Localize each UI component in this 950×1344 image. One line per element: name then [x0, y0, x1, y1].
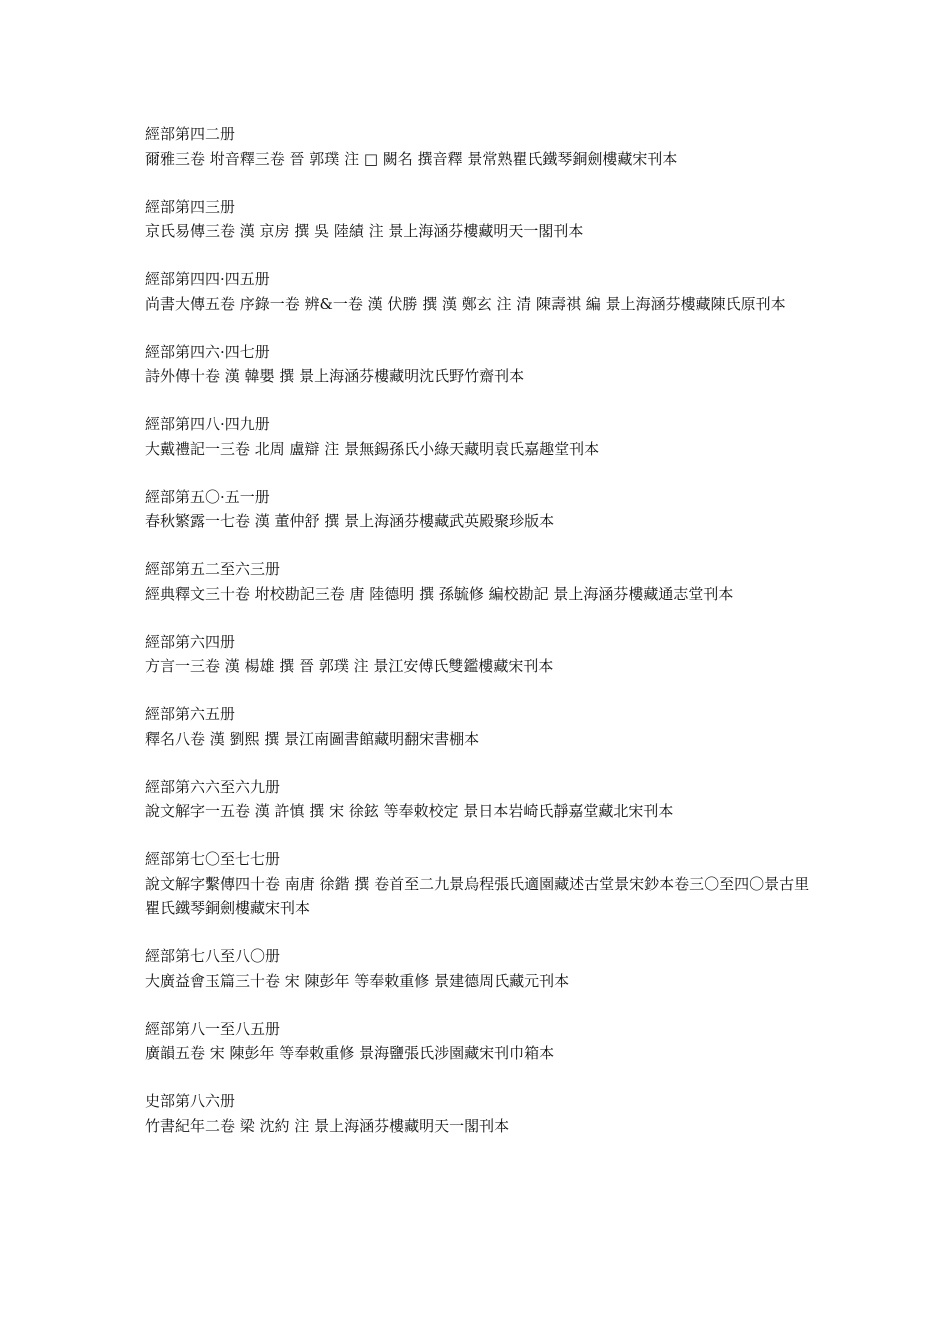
- volume-contents: 說文解字一五卷 漢 許慎 撰 宋 徐鉉 等奉敕校定 景日本岩崎氏靜嘉堂藏北宋刊本: [145, 802, 674, 820]
- volume-contents: 釋名八卷 漢 劉熙 撰 景江南圖書館藏明翻宋書棚本: [145, 729, 480, 748]
- catalog-entry: [145, 412, 815, 461]
- volume-heading: 經部第四六·四七册: [145, 342, 270, 361]
- volume-contents: 大戴禮記一三卷 北周 盧辯 注 景無錫孫氏小綠天藏明袁氏嘉趣堂刊本: [145, 439, 600, 458]
- volume-heading: 經部第六五册: [145, 705, 236, 723]
- volume-heading: 經部第五二至六三册: [145, 560, 281, 578]
- catalog-entry: [145, 1017, 815, 1066]
- volume-heading: 經部第四四·四五册: [145, 270, 270, 288]
- catalog-entry: [145, 702, 815, 751]
- catalog-entry: [145, 122, 815, 171]
- volume-contents: 爾雅三卷 坿音釋三卷 晉 郭璞 注 □ 闕名 撰音釋 景常熟瞿氏鐵琴銅劍樓藏宋刊本: [145, 149, 678, 168]
- catalog-entry: [145, 557, 815, 606]
- volume-heading: 經部第八一至八五册: [145, 1019, 281, 1038]
- volume-contents: 尚書大傳五卷 序錄一卷 辨&一卷 漢 伏勝 撰 漢 鄭玄 注 清 陳壽祺 編 景上海涵芬樓藏陳氏原刊本: [145, 294, 786, 313]
- catalog-entry: [145, 267, 815, 316]
- volume-heading: 經部第六四册: [145, 632, 236, 651]
- catalog-entry: [145, 847, 815, 921]
- volume-contents: 大廣益會玉篇三十卷 宋 陳彭年 等奉敕重修 景建德周氏藏元刊本: [145, 971, 570, 990]
- catalog-entry: [145, 340, 815, 389]
- volume-contents: 竹書紀年二卷 梁 沈約 注 景上海涵芬樓藏明天一閣刊本: [145, 1116, 510, 1135]
- catalog-entry: [145, 630, 815, 679]
- catalog-entry: [145, 944, 815, 993]
- volume-heading: 經部第四三册: [145, 197, 236, 216]
- catalog-entry: [145, 195, 815, 244]
- volume-contents: 經典釋文三十卷 坿校勘記三卷 唐 陸德明 撰 孫毓修 編校勘記 景上海涵芬樓藏通志堂刊本: [145, 584, 734, 603]
- volume-contents: 春秋繁露一七卷 漢 董仲舒 撰 景上海涵芬樓藏武英殿聚珍版本: [145, 512, 555, 530]
- catalog-entry: [145, 485, 815, 534]
- volume-heading: 經部第六六至六九册: [145, 777, 281, 796]
- document-page: [145, 122, 815, 1162]
- volume-contents: 詩外傳十卷 漢 韓嬰 撰 景上海涵芬樓藏明沈氏野竹齋刊本: [145, 367, 525, 385]
- volume-heading: 經部第七八至八〇册: [145, 947, 281, 965]
- volume-contents: 廣韻五卷 宋 陳彭年 等奉敕重修 景海鹽張氏涉園藏宋刊巾箱本: [145, 1044, 555, 1062]
- catalog-entry: [145, 775, 815, 824]
- volume-contents: 說文解字繫傳四十卷 南唐 徐鍇 撰 卷首至二九景烏程張氏適園藏述古堂景宋鈔本卷三〇至四〇景古里瞿氏鐵琴銅劍樓藏宋刊本: [145, 874, 810, 917]
- volume-heading: 經部第四八·四九册: [145, 415, 270, 433]
- volume-heading: 經部第四二册: [145, 125, 236, 143]
- volume-heading: 史部第八六册: [145, 1092, 236, 1110]
- catalog-entry: [145, 1089, 815, 1138]
- volume-contents: 京氏易傳三卷 漢 京房 撰 吳 陸績 注 景上海涵芬樓藏明天一閣刊本: [145, 222, 584, 240]
- volume-contents: 方言一三卷 漢 楊雄 撰 晉 郭璞 注 景江安傅氏雙鑑樓藏宋刊本: [145, 657, 554, 675]
- volume-heading: 經部第七〇至七七册: [145, 850, 281, 868]
- volume-heading: 經部第五〇·五一册: [145, 487, 270, 506]
